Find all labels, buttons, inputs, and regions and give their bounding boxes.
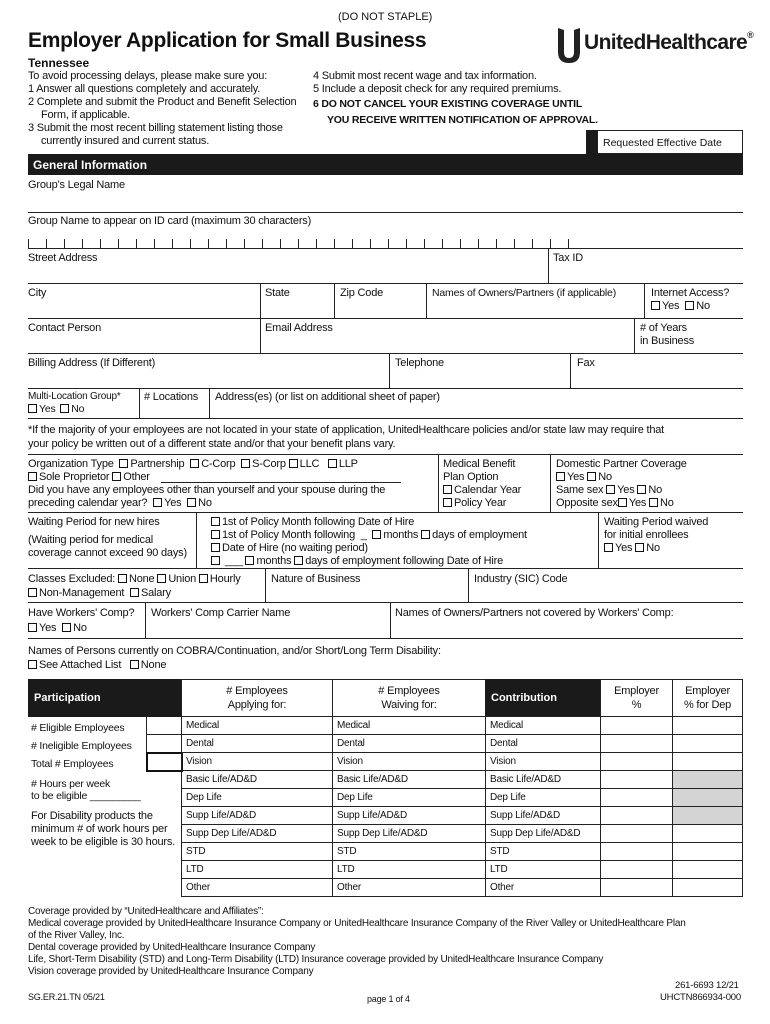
multi-location-options: Yes No	[28, 403, 84, 416]
multi-location-label: Multi-Location Group*	[28, 391, 121, 402]
footer-life-line: Life, Short-Term Disability (STD) and Long-Term Disability (LTD) Insurance coverage provided by UnitedHealthcare Insurance Company	[28, 954, 604, 965]
benefit-row-label: Dep Life	[186, 792, 222, 803]
legal-name-label: Group's Legal Name	[28, 179, 125, 191]
majority-note-cont: your policy be written out of a different state and/or that your benefit plans vary.	[28, 438, 396, 450]
employer-pct-cell[interactable]	[600, 878, 672, 896]
benefit-row-label: Other	[490, 882, 515, 893]
benefit-row-label: Dep Life	[490, 792, 526, 803]
instruction-2-cont: Form, if applicable.	[41, 109, 130, 121]
employer-pct-cell[interactable]	[600, 860, 672, 878]
divider	[390, 602, 391, 638]
contribution-cell[interactable]	[485, 824, 600, 842]
unitedhealthcare-logo-icon	[556, 24, 582, 64]
id-card-char-tick	[64, 239, 65, 248]
contact-person-label: Contact Person	[28, 322, 102, 334]
hours-per-week-field[interactable]: to be eligible _________	[31, 790, 141, 802]
waiting-option-4-checkbox[interactable]	[211, 556, 220, 565]
divider	[28, 638, 743, 639]
divider	[389, 353, 390, 388]
benefit-row-label: Supp Dep Life/AD&D	[490, 828, 581, 839]
industry-code-label: Industry (SIC) Code	[474, 573, 568, 585]
policy-year-checkbox[interactable]	[443, 498, 452, 507]
form-code: 261-6693 12/21	[675, 980, 739, 991]
prior-employees-options: preceding calendar year? Yes No	[28, 497, 212, 509]
classes-union-checkbox[interactable]	[157, 574, 166, 583]
applying-header: # Employees Applying for:	[181, 679, 332, 717]
eligible-employees-label: # Eligible Employees	[31, 722, 125, 734]
employer-dep-cell[interactable]	[672, 734, 743, 752]
domestic-partner-label: Domestic Partner Coverage	[556, 458, 687, 470]
id-card-char-tick	[100, 239, 101, 248]
id-card-char-tick	[442, 239, 443, 248]
divider	[28, 568, 743, 569]
divider	[550, 454, 551, 512]
instruction-6: 6 DO NOT CANCEL YOUR EXISTING COVERAGE UNTIL	[313, 98, 583, 110]
scorp-checkbox[interactable]	[241, 459, 250, 468]
organization-type-row: Organization Type Partnership C-Corp S-Corp LLC LLP	[28, 458, 358, 470]
waiving-cell[interactable]	[332, 806, 485, 824]
other-org-field[interactable]	[161, 482, 401, 483]
waiving-cell[interactable]	[332, 824, 485, 842]
benefit-row-label: Supp Life/AD&D	[186, 810, 257, 821]
id-card-char-tick	[190, 239, 191, 248]
divider	[548, 248, 549, 283]
disability-note: For Disability products the	[31, 810, 153, 822]
prior-employees-no-checkbox[interactable]	[187, 498, 196, 507]
disability-note-end: week to be eligible is 30 hours.	[31, 836, 176, 848]
classes-nonmgmt-checkbox[interactable]	[28, 588, 37, 597]
id-card-char-tick	[28, 239, 29, 248]
waiving-cell[interactable]	[332, 752, 485, 770]
id-card-char-tick	[388, 239, 389, 248]
divider	[438, 454, 439, 512]
contribution-cell[interactable]	[485, 770, 600, 788]
divider	[28, 512, 743, 513]
id-card-char-tick	[316, 239, 317, 248]
waiting-option-2-checkbox[interactable]	[211, 530, 220, 539]
benefit-row-label: Medical	[186, 720, 220, 731]
benefit-row-label: LTD	[490, 864, 508, 875]
cobra-label: Names of Persons currently on COBRA/Continuation, and/or Short/Long Term Disability:	[28, 645, 441, 657]
instruction-6-cont: YOU RECEIVE WRITTEN NOTIFICATION OF APPROVAL.	[327, 114, 598, 126]
state-label: State	[265, 287, 290, 299]
id-card-char-tick	[406, 239, 407, 248]
contribution-cell[interactable]	[485, 860, 600, 878]
street-address-field[interactable]	[28, 262, 548, 282]
footer-medical-line: Medical coverage provided by UnitedHealthcare Insurance Company or UnitedHealthcare Insurance Company of the River Valley or UnitedHealthcare Plan	[28, 918, 686, 929]
ineligible-employees-label: # Ineligible Employees	[31, 740, 132, 752]
benefit-row-label: Supp Life/AD&D	[490, 810, 561, 821]
contribution-header	[485, 679, 600, 717]
divider	[426, 283, 427, 318]
employer-pct-cell[interactable]	[600, 824, 672, 842]
employer-dep-cell[interactable]	[672, 716, 743, 734]
id-card-char-tick	[208, 239, 209, 248]
id-card-char-tick	[550, 239, 551, 248]
waiting-option-1-checkbox[interactable]	[211, 517, 220, 526]
contribution-cell[interactable]	[485, 752, 600, 770]
waiting-option-3: Date of Hire (no waiting period)	[211, 542, 368, 555]
plan-option-label-cont: Plan Option	[443, 471, 499, 483]
address-list-label: Address(es) (or list on additional sheet of paper)	[215, 391, 440, 403]
benefit-row-label: Dep Life	[337, 792, 373, 803]
id-card-char-tick	[532, 239, 533, 248]
same-sex-yes-checkbox[interactable]	[606, 485, 615, 494]
id-card-char-tick	[568, 239, 569, 248]
header-bar-corner	[586, 130, 597, 155]
benefit-row-label: LTD	[186, 864, 204, 875]
nature-of-business-label: Nature of Business	[271, 573, 361, 585]
employer-pct-cell[interactable]	[600, 842, 672, 860]
partnership-checkbox[interactable]	[119, 459, 128, 468]
divider	[28, 318, 743, 319]
hours-per-week-label: # Hours per week	[31, 778, 111, 790]
contribution-cell[interactable]	[485, 788, 600, 806]
id-card-char-tick	[262, 239, 263, 248]
divider	[634, 318, 635, 353]
divider	[145, 602, 146, 638]
llc-checkbox[interactable]	[289, 459, 298, 468]
cobra-options: See Attached List None	[28, 659, 166, 672]
benefit-row-label: Medical	[490, 720, 524, 731]
majority-note: *If the majority of your employees are not located in your state of application, UnitedHealthcare policies and/or state law may require that	[28, 424, 665, 436]
id-card-char-tick	[280, 239, 281, 248]
divider	[598, 512, 599, 568]
total-employees-field[interactable]	[146, 752, 183, 772]
id-card-char-tick	[172, 239, 173, 248]
waived-no-checkbox[interactable]	[635, 543, 644, 552]
waiving-header: # Employees Waiving for:	[332, 679, 485, 717]
classes-hourly-checkbox[interactable]	[199, 574, 208, 583]
workers-comp-no-checkbox[interactable]	[62, 623, 71, 632]
staple-note: (DO NOT STAPLE)	[338, 11, 433, 23]
divider	[28, 418, 743, 419]
classes-salary-checkbox[interactable]	[130, 588, 139, 597]
tax-id-field[interactable]	[553, 262, 743, 282]
applying-cell[interactable]	[181, 824, 332, 842]
divider	[468, 568, 469, 602]
benefit-row-label: Supp Dep Life/AD&D	[186, 828, 277, 839]
opposite-sex-options: Opposite sex Yes No	[556, 497, 674, 509]
waiting-option-3-checkbox[interactable]	[211, 543, 220, 552]
benefit-row-label: Supp Life/AD&D	[337, 810, 408, 821]
billing-address-label: Billing Address (If Different)	[28, 357, 156, 369]
benefit-row-label: Vision	[490, 756, 516, 767]
effective-date-field[interactable]	[597, 130, 743, 154]
page-number: page 1 of 4	[367, 994, 410, 1004]
applying-cell[interactable]	[181, 734, 332, 752]
divider	[28, 388, 743, 389]
divider	[196, 512, 197, 568]
street-address-label: Street Address	[28, 252, 98, 264]
divider	[28, 248, 743, 249]
waiving-cell[interactable]	[332, 788, 485, 806]
id-card-name-label: Group Name to appear on ID card (maximum 30 characters)	[28, 215, 312, 227]
contribution-title: Contribution	[491, 692, 557, 704]
benefit-row-label: Other	[337, 882, 362, 893]
legal-name-field[interactable]	[28, 190, 743, 212]
llp-checkbox[interactable]	[328, 459, 337, 468]
waiting-period-label: Waiting Period for new hires	[28, 516, 160, 528]
employer-dep-cell	[672, 770, 743, 788]
cobra-none-checkbox[interactable]	[130, 660, 139, 669]
contribution-cell[interactable]	[485, 842, 600, 860]
ccorp-checkbox[interactable]	[190, 459, 199, 468]
waiting-option-4-months-checkbox[interactable]	[245, 556, 254, 565]
instruction-2: 2 Complete and submit the Product and Benefit Selection	[28, 96, 297, 108]
participation-header	[28, 679, 181, 717]
city-label: City	[28, 287, 47, 299]
applying-cell[interactable]	[181, 788, 332, 806]
employer-pct-cell[interactable]	[600, 734, 672, 752]
multi-location-no-checkbox[interactable]	[60, 404, 69, 413]
waiving-cell[interactable]	[332, 860, 485, 878]
id-card-char-tick	[424, 239, 425, 248]
benefit-row-label: Basic Life/AD&D	[337, 774, 408, 785]
id-card-char-tick	[82, 239, 83, 248]
divider	[28, 283, 743, 284]
effective-date-label: Requested Effective Date	[603, 137, 722, 149]
benefit-row-label: STD	[490, 846, 510, 857]
benefit-row-label: Dental	[337, 738, 365, 749]
waiting-period-note: (Waiting period for medical	[28, 534, 154, 546]
id-card-char-tick	[334, 239, 335, 248]
form-code-2: UHCTN866934-000	[660, 992, 741, 1003]
benefit-row-label: Vision	[337, 756, 363, 767]
instructions-intro: To avoid processing delays, please make sure you:	[28, 70, 268, 82]
internet-no-checkbox[interactable]	[685, 301, 694, 310]
employer-dep-header: Employer % for Dep	[672, 679, 743, 717]
employer-pct-header: Employer %	[600, 679, 672, 717]
telephone-label: Telephone	[395, 357, 444, 369]
waiting-option-4-days-checkbox[interactable]	[294, 556, 303, 565]
waiting-days-checkbox[interactable]	[421, 530, 430, 539]
employer-pct-cell[interactable]	[600, 716, 672, 734]
employer-pct-cell[interactable]	[600, 806, 672, 824]
divider	[139, 388, 140, 418]
years-in-business-label: # of Years	[640, 322, 687, 334]
id-card-char-tick	[352, 239, 353, 248]
benefit-row-label: Basic Life/AD&D	[186, 774, 257, 785]
divider	[265, 568, 266, 602]
instruction-3: 3 Submit the most recent billing statement listing those	[28, 122, 283, 134]
contribution-cell[interactable]	[485, 734, 600, 752]
applying-cell[interactable]	[181, 770, 332, 788]
id-card-char-tick	[370, 239, 371, 248]
page-title: Employer Application for Small Business	[28, 29, 427, 52]
brand-name: UnitedHealthcare®	[584, 30, 754, 54]
waiving-cell[interactable]	[332, 842, 485, 860]
email-label: Email Address	[265, 322, 333, 334]
multi-location-yes-checkbox[interactable]	[28, 404, 37, 413]
benefit-row-label: Other	[186, 882, 211, 893]
general-information-header	[28, 154, 743, 175]
id-card-char-tick	[46, 239, 47, 248]
employer-pct-cell[interactable]	[600, 752, 672, 770]
applying-cell[interactable]	[181, 878, 332, 896]
waiting-option-2: 1st of Policy Month following _ months days of employment	[211, 529, 527, 542]
classes-excluded-row-2: Non-Management Salary	[28, 587, 171, 600]
instruction-4: 4 Submit most recent wage and tax information.	[313, 70, 537, 82]
zip-label: Zip Code	[340, 287, 384, 299]
locations-label: # Locations	[144, 391, 199, 403]
waived-label: Waiting Period waived	[604, 516, 709, 528]
instruction-3-cont: currently insured and current status.	[41, 135, 210, 147]
id-card-char-tick	[226, 239, 227, 248]
id-card-char-tick	[460, 239, 461, 248]
waived-label-cont: for initial enrollees	[604, 529, 689, 541]
divider	[146, 734, 181, 735]
table-bottom-border	[181, 896, 743, 897]
divider	[28, 602, 743, 603]
state-name: Tennessee	[28, 56, 90, 70]
cobra-attached-checkbox[interactable]	[28, 660, 37, 669]
waiving-cell[interactable]	[332, 734, 485, 752]
divider	[334, 283, 335, 318]
contribution-cell[interactable]	[485, 806, 600, 824]
employer-dep-cell	[672, 788, 743, 806]
id-card-name-field[interactable]	[28, 228, 743, 248]
contribution-cell[interactable]	[485, 878, 600, 896]
workers-comp-yes-checkbox[interactable]	[28, 623, 37, 632]
footer-dental-line: Dental coverage provided by UnitedHealthcare Insurance Company	[28, 942, 316, 953]
id-card-char-tick	[478, 239, 479, 248]
applying-cell[interactable]	[181, 716, 332, 734]
participation-title: Participation	[34, 692, 101, 704]
classes-none-checkbox[interactable]	[118, 574, 127, 583]
internet-yes-checkbox[interactable]	[651, 301, 660, 310]
id-card-char-tick	[244, 239, 245, 248]
waiting-period-note-cont: coverage cannot exceed 90 days)	[28, 547, 187, 559]
waiving-cell[interactable]	[332, 770, 485, 788]
classes-excluded-row: Classes Excluded: None Union Hourly	[28, 573, 241, 585]
id-card-char-tick	[514, 239, 515, 248]
instruction-1: 1 Answer all questions completely and accurately.	[28, 83, 261, 95]
opposite-sex-no-checkbox[interactable]	[649, 498, 658, 507]
employer-dep-cell[interactable]	[672, 842, 743, 860]
divider	[570, 353, 571, 388]
employer-dep-cell[interactable]	[672, 824, 743, 842]
internet-access-options: Yes No	[651, 300, 710, 313]
waiting-months-checkbox[interactable]	[372, 530, 381, 539]
calendar-year-checkbox[interactable]	[443, 485, 452, 494]
id-card-char-tick	[154, 239, 155, 248]
prior-employees-question: Did you have any employees other than yourself and your spouse during the	[28, 484, 386, 496]
benefit-row-label: Medical	[337, 720, 371, 731]
divider	[260, 318, 261, 353]
participation-table	[181, 716, 743, 901]
benefit-row-label: Supp Dep Life/AD&D	[337, 828, 428, 839]
divider	[28, 454, 743, 455]
applying-cell[interactable]	[181, 860, 332, 878]
applying-cell[interactable]	[181, 752, 332, 770]
waived-yes-checkbox[interactable]	[604, 543, 613, 552]
divider	[28, 353, 743, 354]
not-covered-label: Names of Owners/Partners not covered by Workers' Comp:	[395, 607, 674, 619]
contribution-cell[interactable]	[485, 716, 600, 734]
workers-comp-label: Have Workers' Comp?	[28, 607, 135, 619]
divider	[28, 212, 743, 213]
fax-label: Fax	[577, 357, 595, 369]
calendar-year-option: Calendar Year	[443, 484, 521, 497]
divider	[209, 388, 210, 418]
dp-yes-checkbox[interactable]	[556, 472, 565, 481]
id-card-char-tick	[298, 239, 299, 248]
workers-comp-carrier-label: Workers' Comp Carrier Name	[151, 607, 291, 619]
employer-pct-cell[interactable]	[600, 788, 672, 806]
benefit-row-label: Dental	[490, 738, 518, 749]
form-id: SG.ER.21.TN 05/21	[28, 992, 105, 1002]
total-employees-label: Total # Employees	[31, 758, 114, 770]
waived-options: Yes No	[604, 542, 660, 555]
footer-medical-line-cont: of the River Valley, Inc.	[28, 930, 125, 941]
city-field[interactable]	[28, 298, 260, 316]
employer-dep-cell[interactable]	[672, 752, 743, 770]
benefit-row-label: LTD	[337, 864, 355, 875]
domestic-partner-options: Yes No	[556, 471, 612, 484]
policy-year-option: Policy Year	[443, 497, 506, 510]
employer-dep-cell[interactable]	[672, 860, 743, 878]
waiting-option-4: ___ months days of employment following Date of Hire	[211, 555, 503, 568]
sole-other-row: Sole Proprietor Other	[28, 471, 150, 484]
prior-employees-yes-checkbox[interactable]	[153, 498, 162, 507]
opposite-sex-yes-checkbox[interactable]	[618, 498, 627, 507]
same-sex-no-checkbox[interactable]	[637, 485, 646, 494]
employer-dep-cell[interactable]	[672, 878, 743, 896]
years-in-business-label-cont: in Business	[640, 335, 695, 347]
disability-note-cont: minimum # of work hours per	[31, 823, 168, 835]
applying-cell[interactable]	[181, 842, 332, 860]
benefit-row-label: Dental	[186, 738, 214, 749]
divider	[644, 283, 645, 318]
id-card-char-tick	[496, 239, 497, 248]
sole-proprietor-checkbox[interactable]	[28, 472, 37, 481]
instruction-5: 5 Include a deposit check for any required premiums.	[313, 83, 562, 95]
waiving-cell[interactable]	[332, 716, 485, 734]
same-sex-options: Same sex Yes No	[556, 484, 663, 496]
employer-dep-cell	[672, 806, 743, 824]
waiving-cell[interactable]	[332, 878, 485, 896]
dp-no-checkbox[interactable]	[587, 472, 596, 481]
internet-access-label: Internet Access?	[651, 287, 730, 299]
divider	[260, 283, 261, 318]
footer-coverage-line: Coverage provided by “UnitedHealthcare and Affiliates”:	[28, 906, 264, 917]
owners-label: Names of Owners/Partners (if applicable)	[432, 287, 616, 299]
section-title: General Information	[33, 158, 148, 172]
id-card-char-tick	[118, 239, 119, 248]
workers-comp-options: Yes No	[28, 622, 87, 635]
benefit-row-label: STD	[337, 846, 357, 857]
benefit-row-label: Basic Life/AD&D	[490, 774, 561, 785]
applying-cell[interactable]	[181, 806, 332, 824]
id-card-char-tick	[136, 239, 137, 248]
other-org-checkbox[interactable]	[112, 472, 121, 481]
employer-pct-cell[interactable]	[600, 770, 672, 788]
benefit-row-label: STD	[186, 846, 206, 857]
waiting-option-1: 1st of Policy Month following Date of Hire	[211, 516, 414, 529]
footer-vision-line: Vision coverage provided by UnitedHealthcare Insurance Company	[28, 966, 314, 977]
benefit-row-label: Vision	[186, 756, 212, 767]
plan-option-label: Medical Benefit	[443, 458, 516, 470]
tax-id-label: Tax ID	[553, 252, 583, 264]
